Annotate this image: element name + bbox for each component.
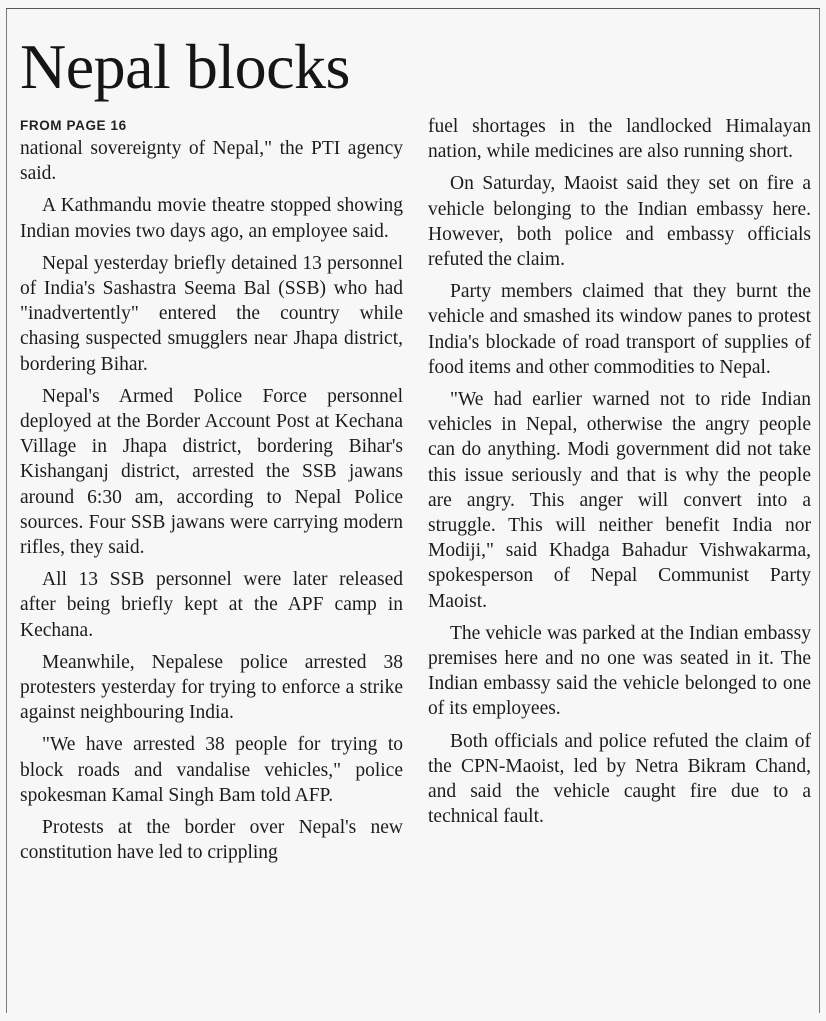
paragraph: Meanwhile, Nepalese police arrested 38 protesters yesterday for trying to enforce a strike against neighbouring India. xyxy=(20,651,403,724)
paragraph: Both officials and police refuted the claim of the CPN-Maoist, led by Netra Bikram Chand, and said the vehicle caught fire due to a technical fault. xyxy=(428,730,811,828)
paragraph: Party members claimed that they burnt the vehicle and smashed its window panes to protest India's blockade of road transport of supplies of food items and other commodities to Nepal. xyxy=(428,281,811,378)
paragraph: Nepal's Armed Police Force personnel deployed at the Border Account Post at Kechana Village in Jhapa district, bordering Bihar's Kishanganj district, arrested the SSB jawans around 6:30 am, according to Nepal Police sources. Four SSB jawans were carrying modern rifles, they said. xyxy=(20,385,403,559)
paragraph: Protests at the border over Nepal's new constitution have led to crippling xyxy=(20,817,403,864)
paragraph: "We have arrested 38 people for trying to block roads and vandalise vehicles," police spokesman Kamal Singh Bam told AFP. xyxy=(20,734,403,806)
paragraph: All 13 SSB personnel were later released after being briefly kept at the APF camp in Kechana. xyxy=(20,569,403,641)
paragraph: Nepal yesterday briefly detained 13 personnel of India's Sashastra Seema Bal (SSB) who had "inadvertently" entered the country while chasing suspected smugglers near Jhapa district, bordering Bihar. xyxy=(20,252,403,375)
paragraph: On Saturday, Maoist said they set on fire a vehicle belonging to the Indian embassy here. However, both police and embassy officials refuted the claim. xyxy=(428,173,811,271)
headline: Nepal blocks xyxy=(20,31,350,102)
kicker: FROM PAGE 16 xyxy=(20,118,127,133)
paragraph: national sovereignty of Nepal," the PTI agency said. xyxy=(20,138,403,185)
top-rule xyxy=(6,8,820,9)
paragraph: The vehicle was parked at the Indian embassy premises here and no one was seated in it. The Indian embassy said the vehicle belonged to one of its employees. xyxy=(428,622,811,720)
paragraph: A Kathmandu movie theatre stopped showing Indian movies two days ago, an employee said. xyxy=(20,195,403,242)
right-column xyxy=(428,114,811,836)
paragraph: fuel shortages in the landlocked Himalayan nation, while medicines are also running short. xyxy=(428,116,811,163)
left-column xyxy=(20,112,403,872)
paragraph: "We had earlier warned not to ride Indian vehicles in Nepal, otherwise the angry people can do anything. Modi government did not take this issue seriously and that is why the people are angry. This anger will convert into a struggle. This will neither benefit India nor Modiji," said Khadga Bahadur Vishwakarma, spokesperson of Nepal Communist Party Maoist. xyxy=(428,389,811,612)
